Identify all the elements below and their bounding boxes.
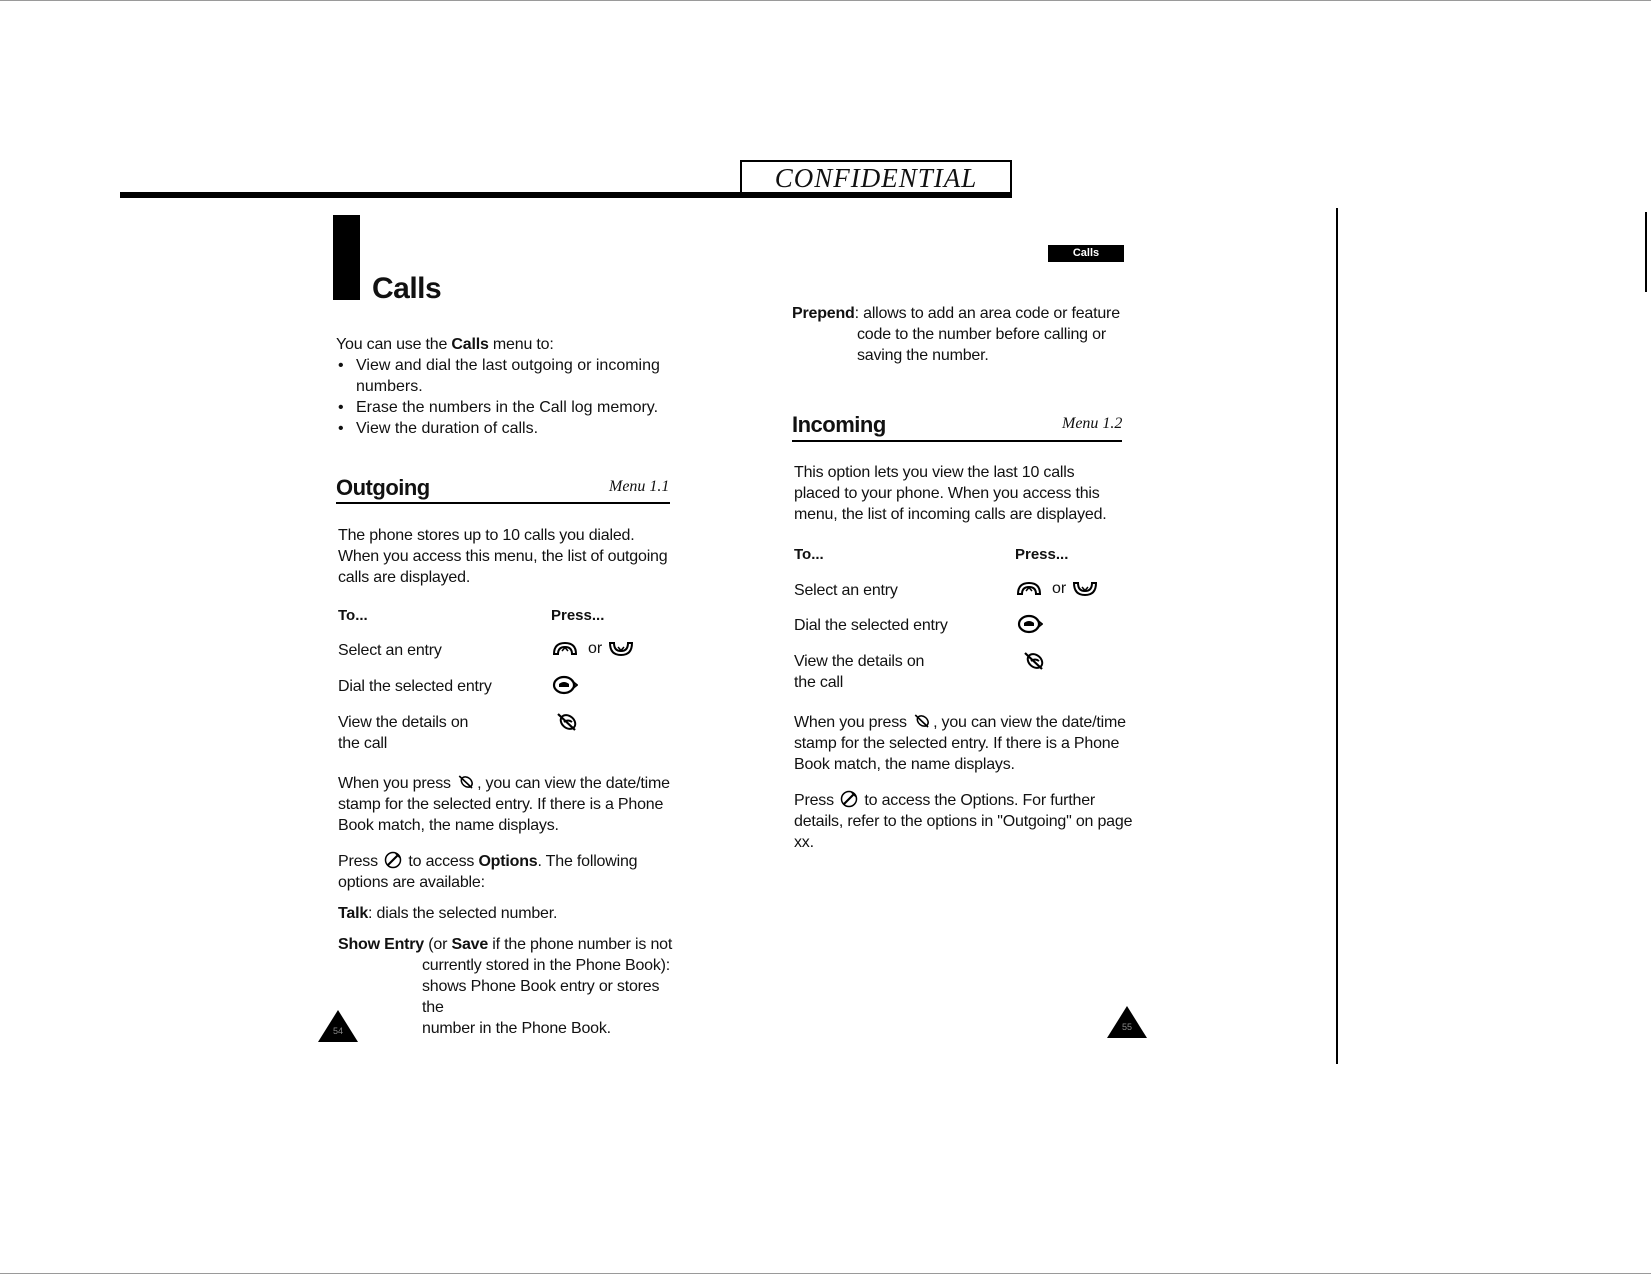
outgoing-rule [336, 502, 670, 504]
outgoing-press-prefix: Press [338, 853, 378, 870]
page-right-border [1336, 208, 1338, 1064]
scroll-down-key-icon [1072, 580, 1098, 598]
incoming-when-press-prefix: When you press [794, 714, 907, 731]
outgoing-col-to: To... [338, 607, 368, 624]
option-prepend-term: Prepend [792, 305, 855, 322]
outgoing-or-text: or [588, 640, 603, 657]
incoming-row-view-line2: the call [794, 674, 844, 691]
end-key-icon [555, 710, 579, 734]
incoming-press-suffix: to access the Options. For further details, refer to the options in "Outgoing" on page xx. [794, 792, 1133, 851]
section-tab-label: Calls [1048, 245, 1124, 262]
end-key-inline-icon [455, 773, 477, 791]
option-prepend-line1: : allows to add an area code or feature [854, 305, 1120, 322]
chapter-bar [333, 215, 360, 300]
outgoing-row-dial: Dial the selected entry [338, 678, 492, 695]
outgoing-col-press: Press... [551, 607, 605, 624]
incoming-row-dial: Dial the selected entry [794, 617, 948, 634]
incoming-menu-ref: Menu 1.2 [1062, 415, 1123, 432]
option-prepend-line: code to the number before calling or [857, 326, 1106, 343]
option-show-entry-save: Save [451, 936, 489, 953]
option-show-entry-line: number in the Phone Book. [422, 1020, 611, 1037]
end-key-icon [1022, 649, 1046, 673]
scan-edge-mark [1645, 212, 1647, 292]
page-number-left: 54 [332, 1026, 343, 1036]
scan-top-edge [0, 0, 1651, 1]
incoming-when-press-suffix: , you can view the date/time stamp for the selected entry. If there is a Phone Book match, the name displays. [794, 714, 1126, 773]
intro-bullets [336, 355, 666, 439]
incoming-col-press: Press... [1015, 546, 1069, 563]
option-talk-term: Talk [338, 905, 369, 922]
list-item: • View the duration of calls. [336, 418, 666, 439]
list-item: • View and dial the last outgoing or incoming numbers. [336, 355, 666, 397]
outgoing-when-press [338, 773, 674, 836]
menu-key-icon [382, 850, 404, 870]
outgoing-press-options [338, 850, 674, 893]
option-show-entry-line: shows Phone Book entry or stores the [422, 978, 660, 1016]
intro-suffix: menu to: [488, 336, 554, 353]
outgoing-press-suffix: . The following options are available: [338, 853, 638, 891]
incoming-heading: Incoming [792, 412, 886, 437]
send-key-icon [552, 674, 578, 696]
end-key-inline-icon [911, 712, 933, 730]
incoming-col-to: To... [794, 546, 824, 563]
incoming-row-view [794, 651, 974, 693]
scan-bottom-edge [0, 1273, 1651, 1274]
option-show-entry-body [422, 955, 682, 1039]
outgoing-when-press-prefix: When you press [338, 775, 451, 792]
outgoing-row-view [338, 712, 518, 754]
outgoing-row-view-line2: the call [338, 735, 388, 752]
outgoing-press-middle: to access [404, 853, 479, 870]
intro-bold: Calls [451, 336, 489, 353]
option-show-entry-paren-rest: if the phone number is not [488, 936, 673, 953]
intro-prefix: You can use the [336, 336, 452, 353]
option-talk [338, 903, 674, 924]
incoming-rule [792, 440, 1122, 442]
option-show-entry-line: currently stored in the Phone Book): [422, 957, 671, 974]
scroll-up-key-icon [552, 640, 578, 658]
option-prepend [792, 303, 1132, 324]
incoming-press-options [794, 789, 1134, 853]
confidential-stamp: CONFIDENTIAL [740, 160, 1012, 193]
incoming-press-prefix: Press [794, 792, 834, 809]
incoming-or-text: or [1052, 580, 1067, 597]
intro-text [336, 334, 666, 355]
scroll-down-key-icon [608, 640, 634, 658]
outgoing-menu-ref: Menu 1.1 [609, 478, 670, 495]
send-key-icon [1017, 613, 1043, 635]
list-item: • Erase the numbers in the Call log memory. [336, 397, 666, 418]
menu-key-icon [838, 789, 860, 809]
incoming-when-press [794, 712, 1134, 775]
option-talk-desc: : dials the selected number. [368, 905, 558, 922]
incoming-row-view-line1: View the details on [794, 653, 925, 670]
chapter-title: Calls [372, 272, 442, 305]
outgoing-row-view-line1: View the details on [338, 714, 469, 731]
scroll-up-key-icon [1016, 580, 1042, 598]
option-show-entry-term: Show Entry [338, 936, 425, 953]
option-show-entry-paren-open: (or [424, 936, 452, 953]
option-prepend-line: saving the number. [857, 347, 989, 364]
option-show-entry [338, 934, 678, 955]
outgoing-when-press-suffix: , you can view the date/time stamp for the selected entry. If there is a Phone Book match, the name displays. [338, 775, 670, 834]
outgoing-press-bold: Options [478, 853, 538, 870]
incoming-description: This option lets you view the last 10 calls placed to your phone. When you access this menu, the list of incoming calls are displayed. [794, 464, 1107, 523]
outgoing-row-select: Select an entry [338, 642, 442, 659]
option-prepend-body [857, 324, 1137, 366]
page-number-right: 55 [1121, 1022, 1132, 1032]
outgoing-heading: Outgoing [336, 475, 430, 500]
incoming-row-select: Select an entry [794, 582, 898, 599]
outgoing-description: The phone stores up to 10 calls you dialed. When you access this menu, the list of outgoing calls are displayed. [338, 527, 668, 586]
